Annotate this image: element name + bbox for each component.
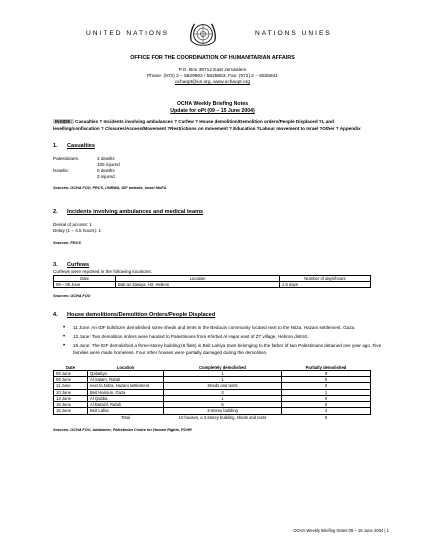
demolition-table: [53, 365, 371, 420]
ambulance-line: Delay (1 – 4.5 hours): 1: [53, 228, 102, 234]
inside-label: INSIDE:: [55, 119, 72, 124]
org-name-french: NATIONS UNIES: [255, 30, 332, 37]
column-header: Partially demolished: [305, 364, 347, 370]
section-curfews: [53, 262, 383, 299]
section-casualties: [53, 143, 383, 191]
report-title: OCHA Weekly Briefing Notes: [176, 101, 249, 107]
table-row: 15 June Beit Lahia 3-storey building 4: [54, 408, 371, 414]
curfew-intro: Curfews were reported in the following locations:: [53, 268, 152, 274]
curfew-table: [53, 275, 371, 289]
phone-line: Phone: (972) 2 – 5829962 / 5825853, Fax: (972) 2 – 5825841: [147, 74, 278, 80]
list-item: • 12 June: Two demolition orders were handed to Palestinians from Khirbet Al Hajar east of Z7 village, Hebron district.: [65, 334, 383, 340]
demolition-bullets: [53, 325, 383, 356]
toc-text: Casualties ? Incidents involving ambulances ? Curfew ? House demolition/Demolition orders/People Displaced ?L and levelling/confiscation ? Closures/Access/Movement ?Restrictions on movement ? Education ?Labour movement to Israel ?Other ? Appendix: [53, 119, 361, 131]
section-heading: 1. Casualties: [53, 143, 95, 149]
column-header: Number of days/hours: [280, 275, 371, 281]
source-note: Sources: OCHA FOU, Addameer, Palestinian Centre for Human Rights, PCHR: [53, 427, 192, 432]
page-footer: OCHA Weekly Briefing Notes 09 – 15 June 2004 | 1: [293, 528, 389, 533]
casualty-row-palestinians: Palestinians: 3 deaths 105 injured: [53, 155, 120, 167]
table-of-contents: [53, 119, 379, 132]
column-header: Completely demolished: [198, 364, 246, 370]
org-name-english: UNITED NATIONS: [86, 30, 170, 37]
table-total-row: Total 10 houses, a 3-storey building, sheds and tents 5: [121, 414, 328, 420]
section-ambulances: [53, 209, 383, 246]
table-row: 13 June Al Qubba 1 0: [54, 395, 371, 401]
table-row: 09 June Al Salam, Rafah 1 0: [54, 377, 371, 383]
list-item: • 15 June: The IDF demolished a three-storey building (6 flats) in Beit Lahiya town belonging to the father of two Palestinians detained one year ago. Five families were made homeless. Four other houses were partially damaged during the demolition.: [65, 343, 383, 355]
report-title-block: [0, 101, 425, 115]
office-title: OFFICE FOR THE COORDINATION OF HUMANITARIAN AFFAIRS: [130, 55, 295, 61]
column-header: Location: [116, 364, 135, 370]
table-row: 11 June next to Nitza, Hazani settlement Sheds and tents 0: [54, 383, 371, 389]
column-header: Date: [54, 275, 116, 281]
column-header: Location: [116, 275, 280, 281]
source-note: Sources: OCHA FOU: [53, 294, 91, 299]
contact-block: [0, 68, 425, 87]
section-heading: 3. Curfews: [53, 262, 90, 268]
table-row: 15 June Al Barazil, Rafah 6 0: [54, 402, 371, 408]
address-line: P.O. Box 38712 East Jerusalem: [178, 68, 247, 73]
casualty-row-israelis: Israelis: 0 deaths 3 injured: [53, 167, 115, 179]
ambulance-line: Denial of access: 1: [53, 221, 92, 227]
table-row: 09 – 09 June Bab az Zawiya, H2, Hebron 1.5 days: [54, 282, 371, 288]
report-subtitle: Update for oPt (09 – 15 June 2004): [170, 107, 255, 114]
section-heading: 2. Incidents involving ambulances and medical teams: [53, 209, 204, 215]
section-demolitions: [53, 312, 383, 433]
un-emblem-icon: [186, 17, 220, 51]
section-heading: 4. House demolitions/Demolition Orders/People Displaced: [53, 312, 216, 318]
source-note: Sources: PRCS: [53, 240, 81, 245]
source-note: Sources: OCHA FOU, PRCS, UNRWA, IDF website, Israel MoFA.: [53, 185, 168, 190]
table-row: 10 June Beit Hanoun, Gaza 3 1: [54, 389, 371, 395]
table-row: 09 June Qabatiya 1 0: [54, 370, 371, 376]
email-link[interactable]: ochaopt@un.org, www.ochaopt.org: [174, 80, 250, 86]
column-header: Date: [65, 364, 76, 370]
letterhead: [0, 16, 425, 56]
list-item: • 11 June: An IDF bulldozer demolished some sheds and tents in the Bedouin community located next to the Nitza, Hazani settlement, Gaza.: [65, 325, 383, 331]
